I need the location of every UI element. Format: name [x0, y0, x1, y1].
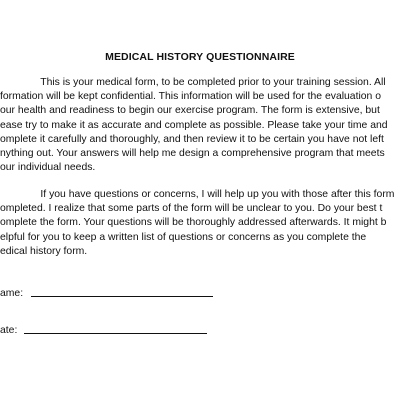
document-title: MEDICAL HISTORY QUESTIONNAIRE [105, 51, 295, 63]
paragraph-line: elpful for you to keep a written list of questions or concerns as you complete the [0, 231, 367, 243]
paragraph-line: our health and readiness to begin our exercise program. The form is extensive, but [0, 105, 380, 117]
name-underline[interactable] [31, 296, 213, 297]
name-field[interactable] [0, 288, 213, 299]
date-underline[interactable] [24, 333, 207, 334]
paragraph-line: nything out. Your answers will help me design a comprehensive program that meets [0, 147, 385, 159]
paragraph-line: formation will be kept confidential. This information will be used for the evaluation o [0, 91, 382, 103]
paragraph-line: omplete it carefully and thoroughly, and then review it to be certain you have not left [0, 133, 384, 145]
paragraph-line: edical history form. [0, 245, 88, 257]
intro-paragraph [0, 76, 400, 175]
date-label: ate: [0, 325, 18, 336]
paragraph-line: ompleted. I realize that some parts of the form will be unclear to you. Do your best t [0, 203, 383, 215]
questions-paragraph [0, 188, 400, 259]
paragraph-line: omplete the form. Your questions will be thoroughly addressed afterwards. It might b [0, 217, 387, 229]
name-label: ame: [0, 288, 24, 299]
paragraph-line: our individual needs. [0, 162, 96, 174]
paragraph-line: ease try to make it as accurate and complete as possible. Please take your time and [0, 119, 388, 131]
paragraph-line: This is your medical form, to be completed prior to your training session. All [0, 77, 386, 88]
paragraph-line: If you have questions or concerns, I will help up you with those after this form [0, 189, 395, 200]
date-field[interactable] [0, 325, 207, 336]
